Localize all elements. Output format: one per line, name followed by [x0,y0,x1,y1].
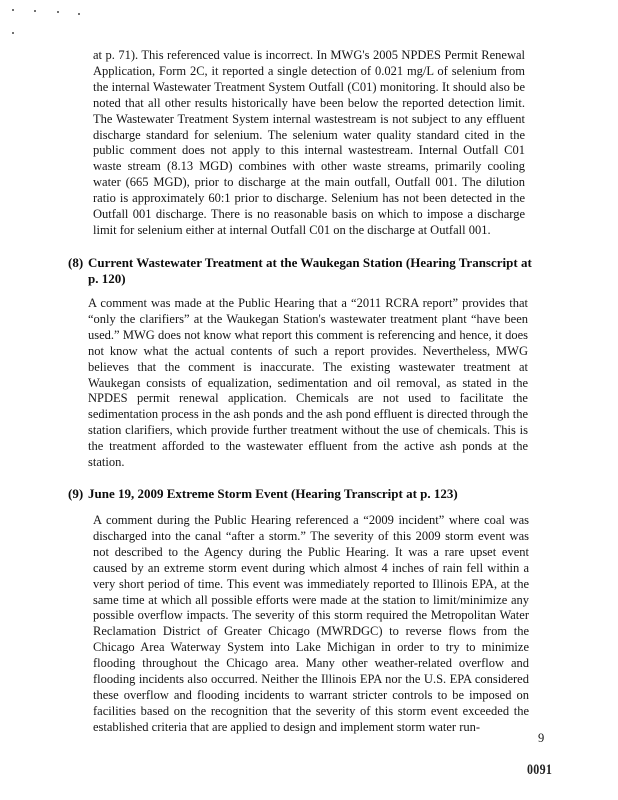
scan-speck [12,32,14,34]
section-title: June 19, 2009 Extreme Storm Event (Hearing Transcript at p. 123) [88,486,458,501]
scan-speck [57,11,59,13]
section-number: (8) [68,255,84,270]
scan-speck [12,9,14,11]
section-8-body: A comment was made at the Public Hearing that a “2011 RCRA report” provides that “only the clarifiers” at the Waukegan Station's wastewater treatment plant “have been used.” MWG does not know what report this comment is referencing and hence, it does not know what the actual contents of such a report provides. Nevertheless, MWG believes that the comment is inaccurate. The existing wastewater treatment at Waukegan consists of equalization, sedimentation and oil removal, as stated in the NPDES permit renewal application. Chemicals are not used to facilitate the sedimentation process in the ash ponds and the ash pond effluent is directed through the station clarifiers, which provide further treatment without the use of chemicals. This is the treatment afforded to the wastewater effluent from the active ash ponds at the station. [88,296,528,470]
bates-number: 0091 [527,760,553,778]
page-number: 9 [538,731,545,745]
section-number: (9) [68,486,84,501]
section-9-body: A comment during the Public Hearing referenced a “2009 incident” where coal was discharged into the canal “after a storm.” The severity of this 2009 storm event was not described to the Agency during the Public Hearing. It was a rare upset event caused by an extreme storm event during which almost 4 inches of rain fell within a very short period of time. This event was immediately reported to Illinois EPA, at the same time at which all possible efforts were made at the station to limit/minimize any possible overflow impacts. The severity of this storm required the Metropolitan Water Reclamation District of Greater Chicago (MWRDGC) to reverse flows from the Chicago Area Waterway System into Lake Michigan in order to try to minimize flooding throughout the Chicago area. Many other weather-related overflow and flooding incidents also occurred. Neither the Illinois EPA nor the U.S. EPA considered these overflow and flooding incidents to warrant stricter controls to be imposed on facilities based on the recognition that the severity of this storm event exceeded the established criteria that are applied to design and implement storm water run- [93,513,529,734]
section-heading-9 [68,486,538,502]
continuation-paragraph: at p. 71). This referenced value is incorrect. In MWG's 2005 NPDES Permit Renewal Application, Form 2C, it reported a single detection of 0.021 mg/L of selenium from the internal Wastewater Treatment System Outfall (C01) monitoring. It should also be noted that all other results historically have been below the reported detection limit. The Wastewater Treatment System internal wastestream is not subject to any effluent discharge standard for selenium. The selenium water quality standard cited in the public comment does not apply to this internal wastestream. Internal Outfall C01 waste stream (8.13 MGD) combines with other waste streams, primarily cooling water (665 MGD), prior to discharge at the main outfall, Outfall 001. The dilution ratio is approximately 60:1 prior to discharge. Selenium has not been detected in the Outfall 001 discharge. There is no reasonable basis on which to impose a discharge limit for selenium either at internal Outfall C01 on the discharge at Outfall 001. [93,48,525,237]
scan-speck [34,10,36,12]
section-heading-8 [68,255,538,287]
section-title: Current Wastewater Treatment at the Waukegan Station (Hearing Transcript at p. 120) [88,255,532,286]
scan-speck [78,13,80,15]
